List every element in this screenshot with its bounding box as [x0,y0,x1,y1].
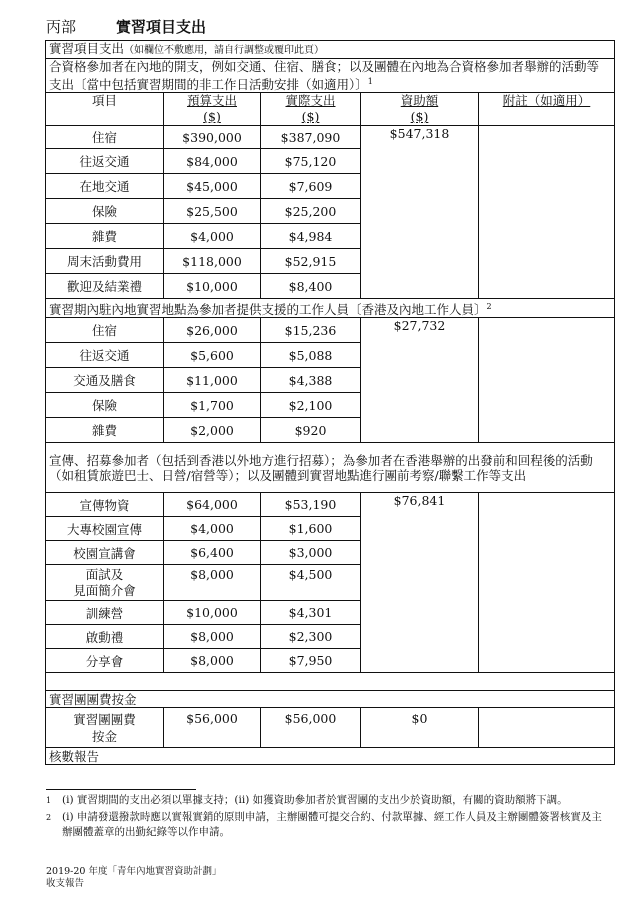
row-actual: $5,088 [261,343,361,368]
row-budget: $84,000 [164,149,261,174]
row-actual: $387,090 [261,126,361,149]
row-actual: $53,190 [261,493,361,517]
header-actual: 實際支出 ($) [261,93,361,126]
row-budget: $8,000 [164,625,261,649]
section3-description: 宣傳、招募參加者（包括到香港以外地方進行招募）；為參加者在香港舉辦的出發前和回程後的活動（如租賃旅遊巴士、日營/宿營等）；以及團體到實習地點進行團前考察/聯繫工作等支出 [49,452,593,483]
row-budget: $11,000 [164,368,261,393]
row-item: 實習團團費 按金 [46,708,164,748]
part-heading [46,16,206,37]
header-budget: 預算支出 ($) [164,93,261,126]
section2-description: 實習期內駐內地實習地點為參加者提供支援的工作人員〔香港及內地工作人員〕 [49,302,487,318]
row-actual: $7,609 [261,174,361,199]
section1-header-row [46,59,615,93]
section1-grant: $547,318 [361,126,479,299]
table-row [46,493,615,517]
row-budget: $2,000 [164,418,261,443]
section4-header-row [46,691,615,708]
row-item: 宣傳物資 [46,493,164,517]
table-row [46,318,615,343]
row-budget: $10,000 [164,274,261,299]
row-budget: $56,000 [164,708,261,748]
row-item: 周末活動費用 [46,249,164,274]
section2-remarks [479,318,615,443]
row-budget: $390,000 [164,126,261,149]
row-item: 往返交通 [46,149,164,174]
section4-remarks [479,708,615,748]
footnote-ref-2: 2 [486,302,492,312]
row-actual: $75,120 [261,149,361,174]
table-row [46,126,615,149]
row-item: 住宿 [46,126,164,149]
footnote-1: 1 (i) 實習期間的支出必須以單據支持；(ii) 如獲資助參加者於實習團的支出少於資助額，有關的資助額將下調。 [46,794,568,806]
row-actual: $4,301 [261,601,361,625]
row-item: 雜費 [46,224,164,249]
header-grant: 資助額 ($) [361,93,479,126]
row-budget: $8,000 [164,649,261,673]
row-actual: $4,984 [261,224,361,249]
row-budget: $8,000 [164,565,261,601]
row-budget: $118,000 [164,249,261,274]
footer-line1: 2019-20 年度「青年內地實習資助計劃」 [46,866,222,877]
row-item: 保險 [46,393,164,418]
table-title: 實習項目支出 [49,41,125,56]
footer-line2: 收支報告 [46,878,85,889]
section3-header-row [46,443,615,493]
table-title-row [46,41,615,59]
section5-header-row [46,748,615,765]
row-item: 住宿 [46,318,164,343]
section5-description: 核數報告 [49,748,100,764]
row-item: 分享會 [46,649,164,673]
row-actual: $7,950 [261,649,361,673]
section4-description: 實習團團費按金 [49,691,137,707]
section3-grant: $76,841 [361,493,479,673]
section3-spacer-row [46,673,615,691]
row-actual: $1,600 [261,517,361,541]
row-budget: $26,000 [164,318,261,343]
row-actual: $25,200 [261,199,361,224]
table-title-note: （如欄位不敷應用，請自行調整或覆印此頁） [124,45,325,56]
row-actual: $4,388 [261,368,361,393]
table-row [46,708,615,748]
row-actual: $920 [261,418,361,443]
row-item: 在地交通 [46,174,164,199]
row-actual: $4,500 [261,565,361,601]
row-budget: $5,600 [164,343,261,368]
row-actual: $15,236 [261,318,361,343]
row-budget: $1,700 [164,393,261,418]
row-item: 大專校園宣傳 [46,517,164,541]
part-title: 實習項目支出 [116,18,207,36]
row-item: 保險 [46,199,164,224]
row-budget: $6,400 [164,541,261,565]
row-actual: $2,100 [261,393,361,418]
section3-remarks [479,493,615,673]
row-actual: $8,400 [261,274,361,299]
section1-description: 合資格參加者在內地的開支，例如交通、住宿、膳食；以及團體在內地為合資格參加者舉辦的活動等支出〔當中包括實習期間的非工作日活動安排（如適用）〕 [49,59,600,93]
row-budget: $45,000 [164,174,261,199]
row-item: 啟動禮 [46,625,164,649]
section2-header-row [46,299,615,318]
row-actual: $2,300 [261,625,361,649]
row-grant: $0 [361,708,479,748]
part-label: 丙部 [46,18,77,36]
footnote-divider [46,789,196,790]
row-budget: $4,000 [164,224,261,249]
row-actual: $3,000 [261,541,361,565]
column-header-row [46,93,615,126]
footnote-2: 2 (i) 申請發還撥款時應以實報實銷的原則申請，主辦團體可提交合約、付款單據、經工作人員及主辦團體簽署核實及主辦團體蓋章的出勤紀錄等以作申請。 [46,811,602,838]
row-item: 雜費 [46,418,164,443]
footnote-ref-1: 1 [367,77,373,86]
header-item: 項目 [46,93,164,126]
row-item: 面試及 見面簡介會 [46,565,164,601]
row-budget: $10,000 [164,601,261,625]
row-item: 訓練營 [46,601,164,625]
row-item: 歡迎及結業禮 [46,274,164,299]
row-budget: $4,000 [164,517,261,541]
row-budget: $25,500 [164,199,261,224]
row-actual: $56,000 [261,708,361,748]
row-item: 校園宣講會 [46,541,164,565]
expenditure-table [45,40,615,765]
row-actual: $52,915 [261,249,361,274]
page-footer [46,866,222,890]
row-item: 交通及膳食 [46,368,164,393]
header-remarks: 附註（如適用） [479,93,615,126]
row-item: 往返交通 [46,343,164,368]
footnotes [46,793,606,842]
section1-remarks [479,126,615,299]
row-budget: $64,000 [164,493,261,517]
section2-grant: $27,732 [361,318,479,443]
